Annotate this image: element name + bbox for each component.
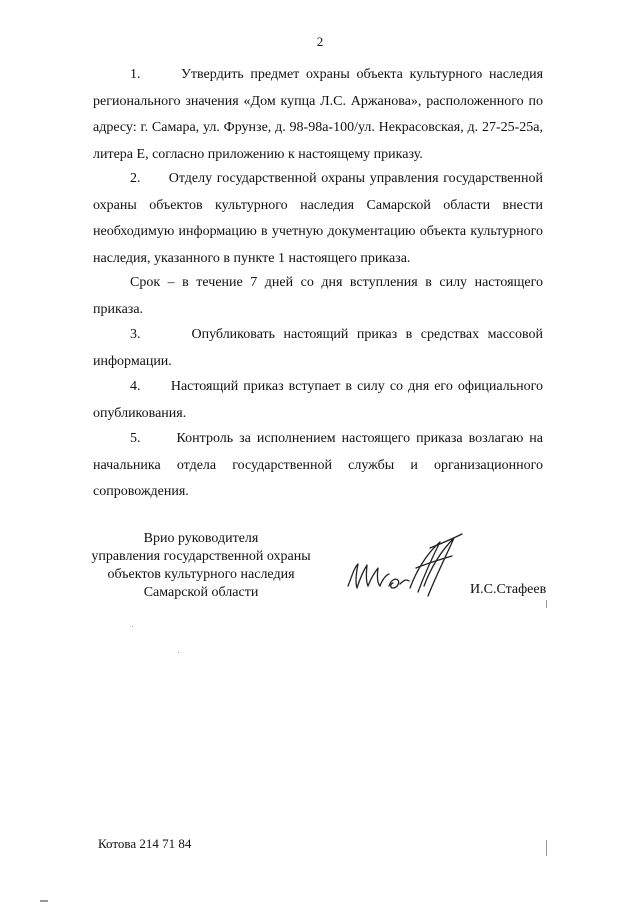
scan-speck [132,626,133,627]
executor-contact: Котова 214 71 84 [98,836,192,851]
item-2-number: 2. [130,171,141,186]
scan-speck [546,840,547,856]
deadline-text: Срок – в течение 7 дней со дня вступления в силу настоящего приказа. [93,275,543,317]
item-5-text: Контроль за исполнением настоящего приказа возлагаю на начальника отдела государственной службы и организационного сопровождения. [93,431,543,499]
item-2-text: Отделу государственной охраны управления государственной охраны объектов культурного наследия Самарской области внести необходимую информацию в учетную документацию объекта культурного наследия, указанного в пункте 1 настоящего приказа. [93,171,543,266]
item-4 [93,374,543,427]
item-4-text: Настоящий приказ вступает в силу со дня его официального опубликования. [93,379,544,421]
signatory-line-1: Врио руководителя [143,531,259,546]
item-5 [93,426,543,506]
page-number: 2 [316,34,324,49]
signatory-line-2: управления государственной охраны [91,549,311,564]
signer-name: И.С.Стафеев [470,582,547,597]
item-3-number: 3. [130,327,141,342]
signatory-title [90,530,312,602]
item-1-number: 1. [130,67,141,82]
item-4-number: 4. [130,379,141,394]
item-5-number: 5. [130,431,141,446]
scan-speck [40,900,48,902]
signatory-line-3: объектов культурного наследия [107,567,295,582]
handwritten-signature [340,528,470,608]
signatory-line-4: Самарской области [143,585,259,600]
scan-speck [178,652,179,653]
scan-speck [546,600,547,608]
item-1-text: Утвердить предмет охраны объекта культурного наследия регионального значения «Дом купца Л.С. Аржанова», расположенного по адресу: г. Самара, ул. Фрунзе, д. 98-98а-100/ул. Некрасовская, д. 27-25-25а, литера Е, согласно приложению к настоящему приказу. [93,67,544,162]
deadline-paragraph [93,270,543,323]
item-2 [93,166,543,272]
item-3-text: Опубликовать настоящий приказ в средствах массовой информации. [93,327,544,369]
item-3 [93,322,543,375]
item-1 [93,62,543,168]
